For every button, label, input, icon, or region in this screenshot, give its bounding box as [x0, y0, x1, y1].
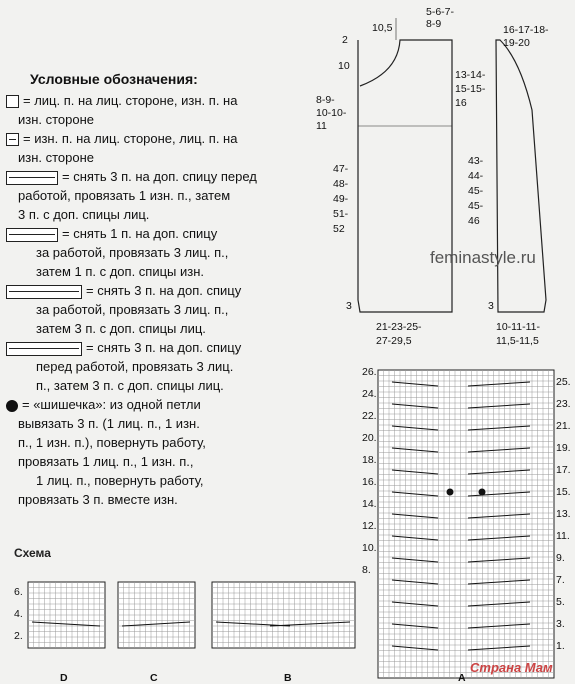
chart-label-d: D: [60, 672, 68, 684]
sleeve-cap-label: 13-14- 15-15- 16: [455, 69, 486, 109]
chart-a-grid: [378, 370, 554, 678]
row-label: 6.: [14, 586, 23, 598]
watermark: feminastyle.ru: [430, 248, 536, 267]
legend-text: = «шишечка»: из одной петли: [22, 397, 201, 412]
chart-label-b: B: [284, 672, 292, 684]
legend-text: = снять 1 п. на доп. спицу: [62, 226, 218, 241]
width-label: 21-23-25- 27-29,5: [376, 321, 422, 347]
row-label: 16.: [362, 476, 377, 488]
legend-text: п., затем 3 п. с доп. спицы лиц.: [36, 378, 224, 393]
legend-text: провязать 1 лиц. п., 1 изн. п.,: [18, 454, 194, 469]
row-label: 24.: [362, 388, 377, 400]
cuff-label: 3: [488, 300, 494, 312]
legend-text: 3 п. с доп. спицы лиц.: [18, 207, 150, 222]
row-label: 2.: [14, 630, 23, 642]
shoulder-label: 5-6-7- 8-9: [426, 6, 455, 30]
legend-text: 1 лиц. п., повернуть работу,: [36, 473, 204, 488]
row-label: 18.: [362, 454, 377, 466]
sleeve-length-label: 43- 44- 45- 45- 46: [468, 155, 484, 227]
schema-title: Схема: [14, 546, 51, 560]
legend-text: работой, провязать 1 изн. п., затем: [18, 188, 231, 203]
body-length-label: 47- 48- 49- 51- 52: [333, 163, 349, 235]
legend-text: = снять 3 п. на доп. спицу перед: [62, 169, 257, 184]
legend-text: провязать 3 п. вместе изн.: [18, 492, 178, 507]
row-label: 11.: [556, 530, 570, 542]
legend-text: = снять 3 п. на доп. спицу: [86, 283, 242, 298]
sleeve-pattern-outline: [496, 40, 546, 312]
legend-text: = снять 3 п. на доп. спицу: [86, 340, 242, 355]
chart-b-grid: [212, 582, 355, 648]
legend-text: за работой, провязать 3 лиц. п.,: [36, 302, 229, 317]
neck-depth-label: 2: [342, 34, 348, 46]
chart-c-grid: [118, 582, 195, 648]
sleeve-top-label: 16-17-18- 19-20: [503, 24, 549, 49]
legend-text: затем 1 п. с доп. спицы изн.: [36, 264, 205, 279]
legend-text: вывязать 3 п. (1 лиц. п., 1 изн.: [18, 416, 200, 431]
row-label: 23.: [556, 398, 571, 410]
bobble-mark: [447, 489, 454, 496]
legend-title: Условные обозначения:: [30, 71, 198, 87]
row-label: 19.: [556, 442, 571, 454]
row-label: 25.: [556, 376, 571, 388]
chart-label-a: A: [458, 672, 466, 684]
row-label: 21.: [556, 420, 571, 432]
row-label: 22.: [362, 410, 377, 422]
row-label: 20.: [362, 432, 377, 444]
legend-text: изн. стороне: [18, 150, 95, 165]
hem-label: 3: [346, 300, 352, 312]
row-label: 5.: [556, 596, 565, 608]
row-label: 13.: [556, 508, 571, 520]
legend-text: за работой, провязать 3 лиц. п.,: [36, 245, 229, 260]
neck-width-label: 10,5: [372, 22, 393, 34]
armhole-height-label: 10: [338, 60, 350, 72]
legend-text: изн. стороне: [18, 112, 95, 127]
bobble-mark: [479, 489, 486, 496]
chart-d-grid: [28, 582, 105, 648]
sleeve-bottom-label: 10-11-11- 11,5-11,5: [496, 321, 540, 347]
legend-text: перед работой, провязать 3 лиц.: [36, 359, 234, 374]
row-label: 7.: [556, 574, 565, 586]
row-label: 9.: [556, 552, 565, 564]
row-label: 17.: [556, 464, 571, 476]
row-label: 26.: [362, 366, 377, 378]
row-label: 15.: [556, 486, 571, 498]
row-label: 4.: [14, 608, 23, 620]
row-label: 8.: [362, 564, 371, 576]
row-label: 1.: [556, 640, 565, 652]
legend-text: = изн. п. на лиц. стороне, лиц. п. на: [23, 131, 238, 146]
row-label: 14.: [362, 498, 377, 510]
row-label: 10.: [362, 542, 377, 554]
legend-text: п., 1 изн. п.), повернуть работу,: [18, 435, 206, 450]
row-label: 3.: [556, 618, 565, 630]
row-label: 12.: [362, 520, 377, 532]
legend-text: затем 3 п. с доп. спицы лиц.: [36, 321, 206, 336]
legend-text: = лиц. п. на лиц. стороне, изн. п. на: [23, 93, 238, 108]
watermark-logo: Страна Мам: [470, 660, 553, 675]
armhole-depth-label: 8-9- 10-10- 11: [316, 94, 347, 132]
chart-label-c: C: [150, 672, 158, 684]
